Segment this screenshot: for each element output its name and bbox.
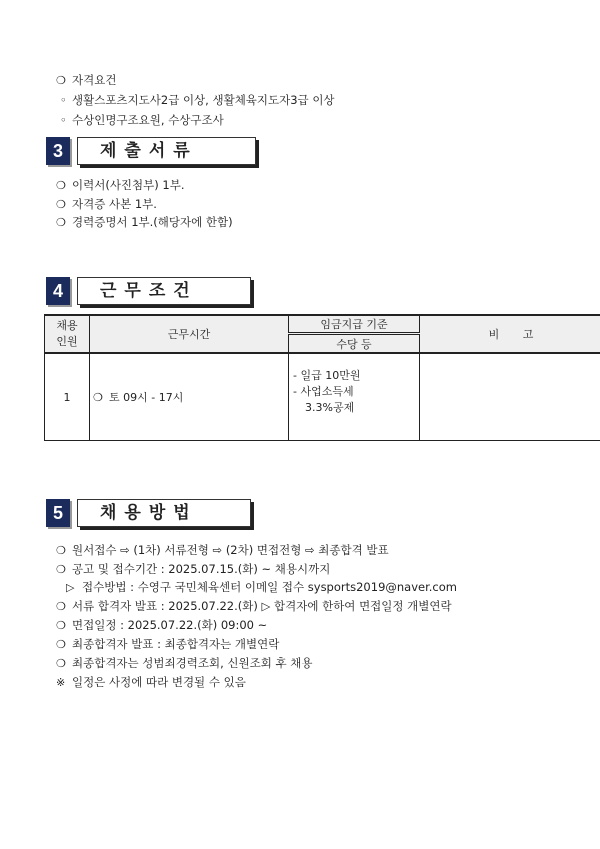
header-pay-group: 임금지급 기준	[289, 315, 420, 334]
recruit-step: ❍ 공고 및 접수기간 : 2025.07.15.(화) ~ 채용시까지	[56, 562, 331, 576]
circle-bullet-icon: ❍	[56, 563, 66, 576]
section-5-header	[46, 499, 246, 529]
circle-bullet-icon: ❍	[56, 198, 66, 211]
reference-mark-icon: ※	[56, 676, 66, 689]
section-number: 5	[46, 499, 70, 527]
small-dot-icon: ◦	[60, 113, 67, 127]
circle-bullet-icon: ❍	[56, 600, 66, 613]
recruit-step: ❍ 면접일정 : 2025.07.22.(화) 09:00 ~	[56, 618, 268, 632]
recruit-note: ※ 일정은 사정에 따라 변경될 수 있음	[56, 675, 246, 689]
qualification-item: ◦ 수상인명구조요원, 수상구조사	[60, 113, 224, 127]
circle-bullet-icon: ❍	[93, 391, 103, 404]
circle-bullet-icon: ❍	[56, 619, 66, 632]
cell-work-hours: ❍ 토 09시 - 17시	[90, 353, 289, 441]
recruit-step: ❍ 최종합격자는 성범죄경력조회, 신원조회 후 채용	[56, 656, 313, 670]
section-title: 채용방법	[77, 499, 251, 527]
document-item: ❍ 자격증 사본 1부.	[56, 197, 157, 211]
document-item: ❍ 경력증명서 1부.(해당자에 한함)	[56, 215, 233, 229]
qualification-heading: ❍ 자격요건	[56, 73, 117, 87]
section-title: 제출서류	[77, 137, 256, 165]
circle-bullet-icon: ❍	[56, 179, 66, 192]
recruit-step: ❍ 서류 합격자 발표 : 2025.07.22.(화) ▷ 합격자에 한하여 면접일정 개별연락	[56, 599, 452, 613]
cell-note	[420, 353, 600, 441]
section-title: 근무조건	[77, 277, 251, 305]
qualification-item: ◦ 생활스포츠지도사2급 이상, 생활체육지도자3급 이상	[60, 93, 335, 107]
header-work-hours: 근무시간	[90, 315, 289, 353]
header-pay: 수당 등	[289, 334, 420, 354]
section-4-header	[46, 277, 246, 307]
section-number: 3	[46, 137, 70, 165]
cell-hire-count: 1	[45, 353, 90, 441]
recruit-step: ❍ 최종합격자 발표 : 최종합격자는 개별연락	[56, 637, 280, 651]
header-note: 비 고	[420, 315, 600, 353]
triangle-bullet-icon: ▷	[66, 581, 75, 594]
section-3-header	[46, 137, 246, 167]
circle-bullet-icon: ❍	[56, 544, 66, 557]
section-number: 4	[46, 277, 70, 305]
cell-pay: - 일급 10만원 - 사업소득세 3.3%공제	[289, 353, 420, 441]
recruit-step: ▷ 접수방법 : 수영구 국민체육센터 이메일 접수 sysports2019@naver.com	[66, 580, 457, 594]
work-conditions-table	[44, 314, 600, 441]
circle-bullet-icon: ❍	[56, 74, 66, 87]
circle-bullet-icon: ❍	[56, 638, 66, 651]
circle-bullet-icon: ❍	[56, 657, 66, 670]
small-dot-icon: ◦	[60, 93, 67, 107]
document-item: ❍ 이력서(사진첨부) 1부.	[56, 178, 185, 192]
header-hire-count: 채용 인원	[45, 315, 90, 353]
recruit-step: ❍ 원서접수 ⇨ (1차) 서류전형 ⇨ (2차) 면접전형 ⇨ 최종합격 발표	[56, 543, 389, 557]
circle-bullet-icon: ❍	[56, 216, 66, 229]
